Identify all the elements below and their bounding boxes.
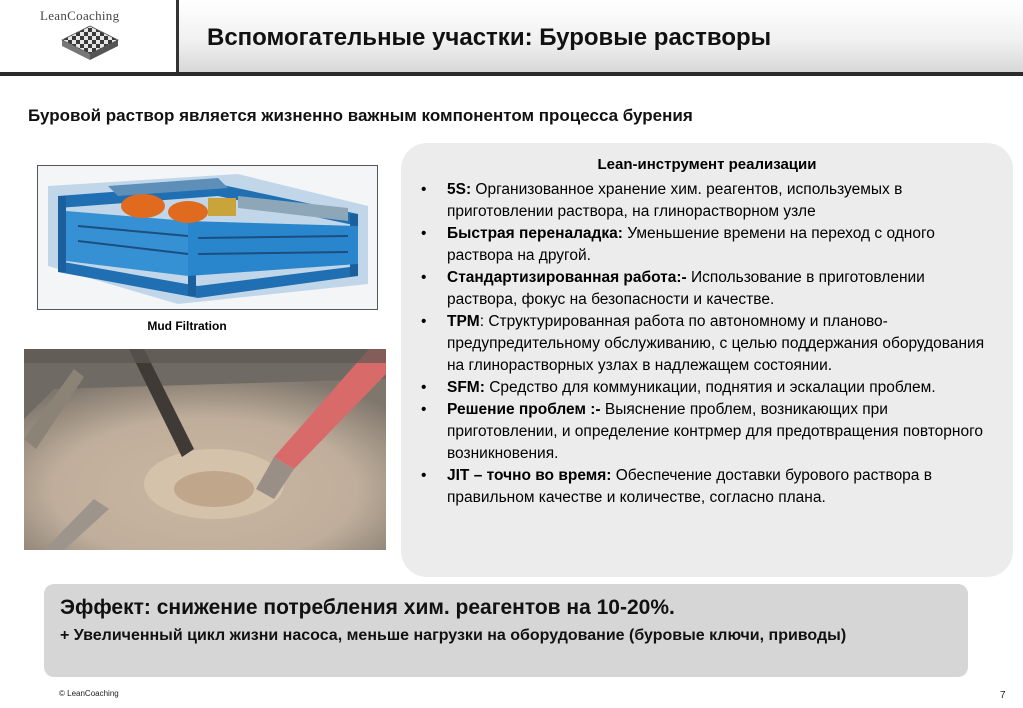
list-item: • SFM: Средство для коммуникации, поднятия и эскалации проблем. [421,379,936,396]
title-bar [179,0,1023,72]
list-item: • Стандартизированная работа:- Использование в приготовлении раствора, фокус на безопасности и качестве. [421,269,925,308]
lean-tools-panel [401,143,1013,577]
page-number: 7 [1000,690,1006,701]
list-item: • TPM: Структурированная работа по автономному и планово-предупредительному обслуживанию, с целью поддержания оборудования на глинорастворных узлах в надлежащем состоянии. [421,313,985,374]
header-underline [0,72,1023,76]
list-item: • JIT – точно во время: Обеспечение доставки бурового раствора в правильном качестве и количестве, согласно плана. [421,467,932,506]
footer-copyright: © LeanCoaching [59,689,119,698]
image-caption: Mud Filtration [147,319,227,333]
shale-shaker-illustration [38,166,378,310]
effect-box [44,584,968,677]
logo-text: LeanCoaching [40,8,120,23]
panel-title: Lean-инструмент реализации [597,156,817,173]
header [0,0,1023,76]
effect-headline: Эффект: снижение потребления хим. реагентов на 10-20%. [60,596,675,619]
lean-tools-list [419,179,999,509]
effect-details: + Увеличенный цикл жизни насоса, меньше нагрузки на оборудование (буровые ключи, приводы) [60,627,847,644]
list-item: • 5S: Организованное хранение хим. реагентов, используемых в приготовлении раствора, на глинорастворном узле [421,181,903,220]
page-title: Вспомогательные участки: Буровые растворы [207,24,772,51]
slide-subtitle: Буровой раствор является жизненно важным компонентом процесса бурения [28,106,693,125]
mud-filtration-image [37,165,378,310]
mud-mixing-photo [24,349,386,550]
list-item: • Быстрая переналадка: Уменьшение времени на переход с одного раствора на другой. [421,225,935,264]
chessboard-logo-icon [60,24,120,62]
list-item: • Решение проблем :- Выяснение проблем, возникающих при приготовлении, и определение контрмер для предотвращения повторного возникновения. [421,401,984,462]
mud-pit-illustration [24,349,386,550]
logo [0,0,177,72]
